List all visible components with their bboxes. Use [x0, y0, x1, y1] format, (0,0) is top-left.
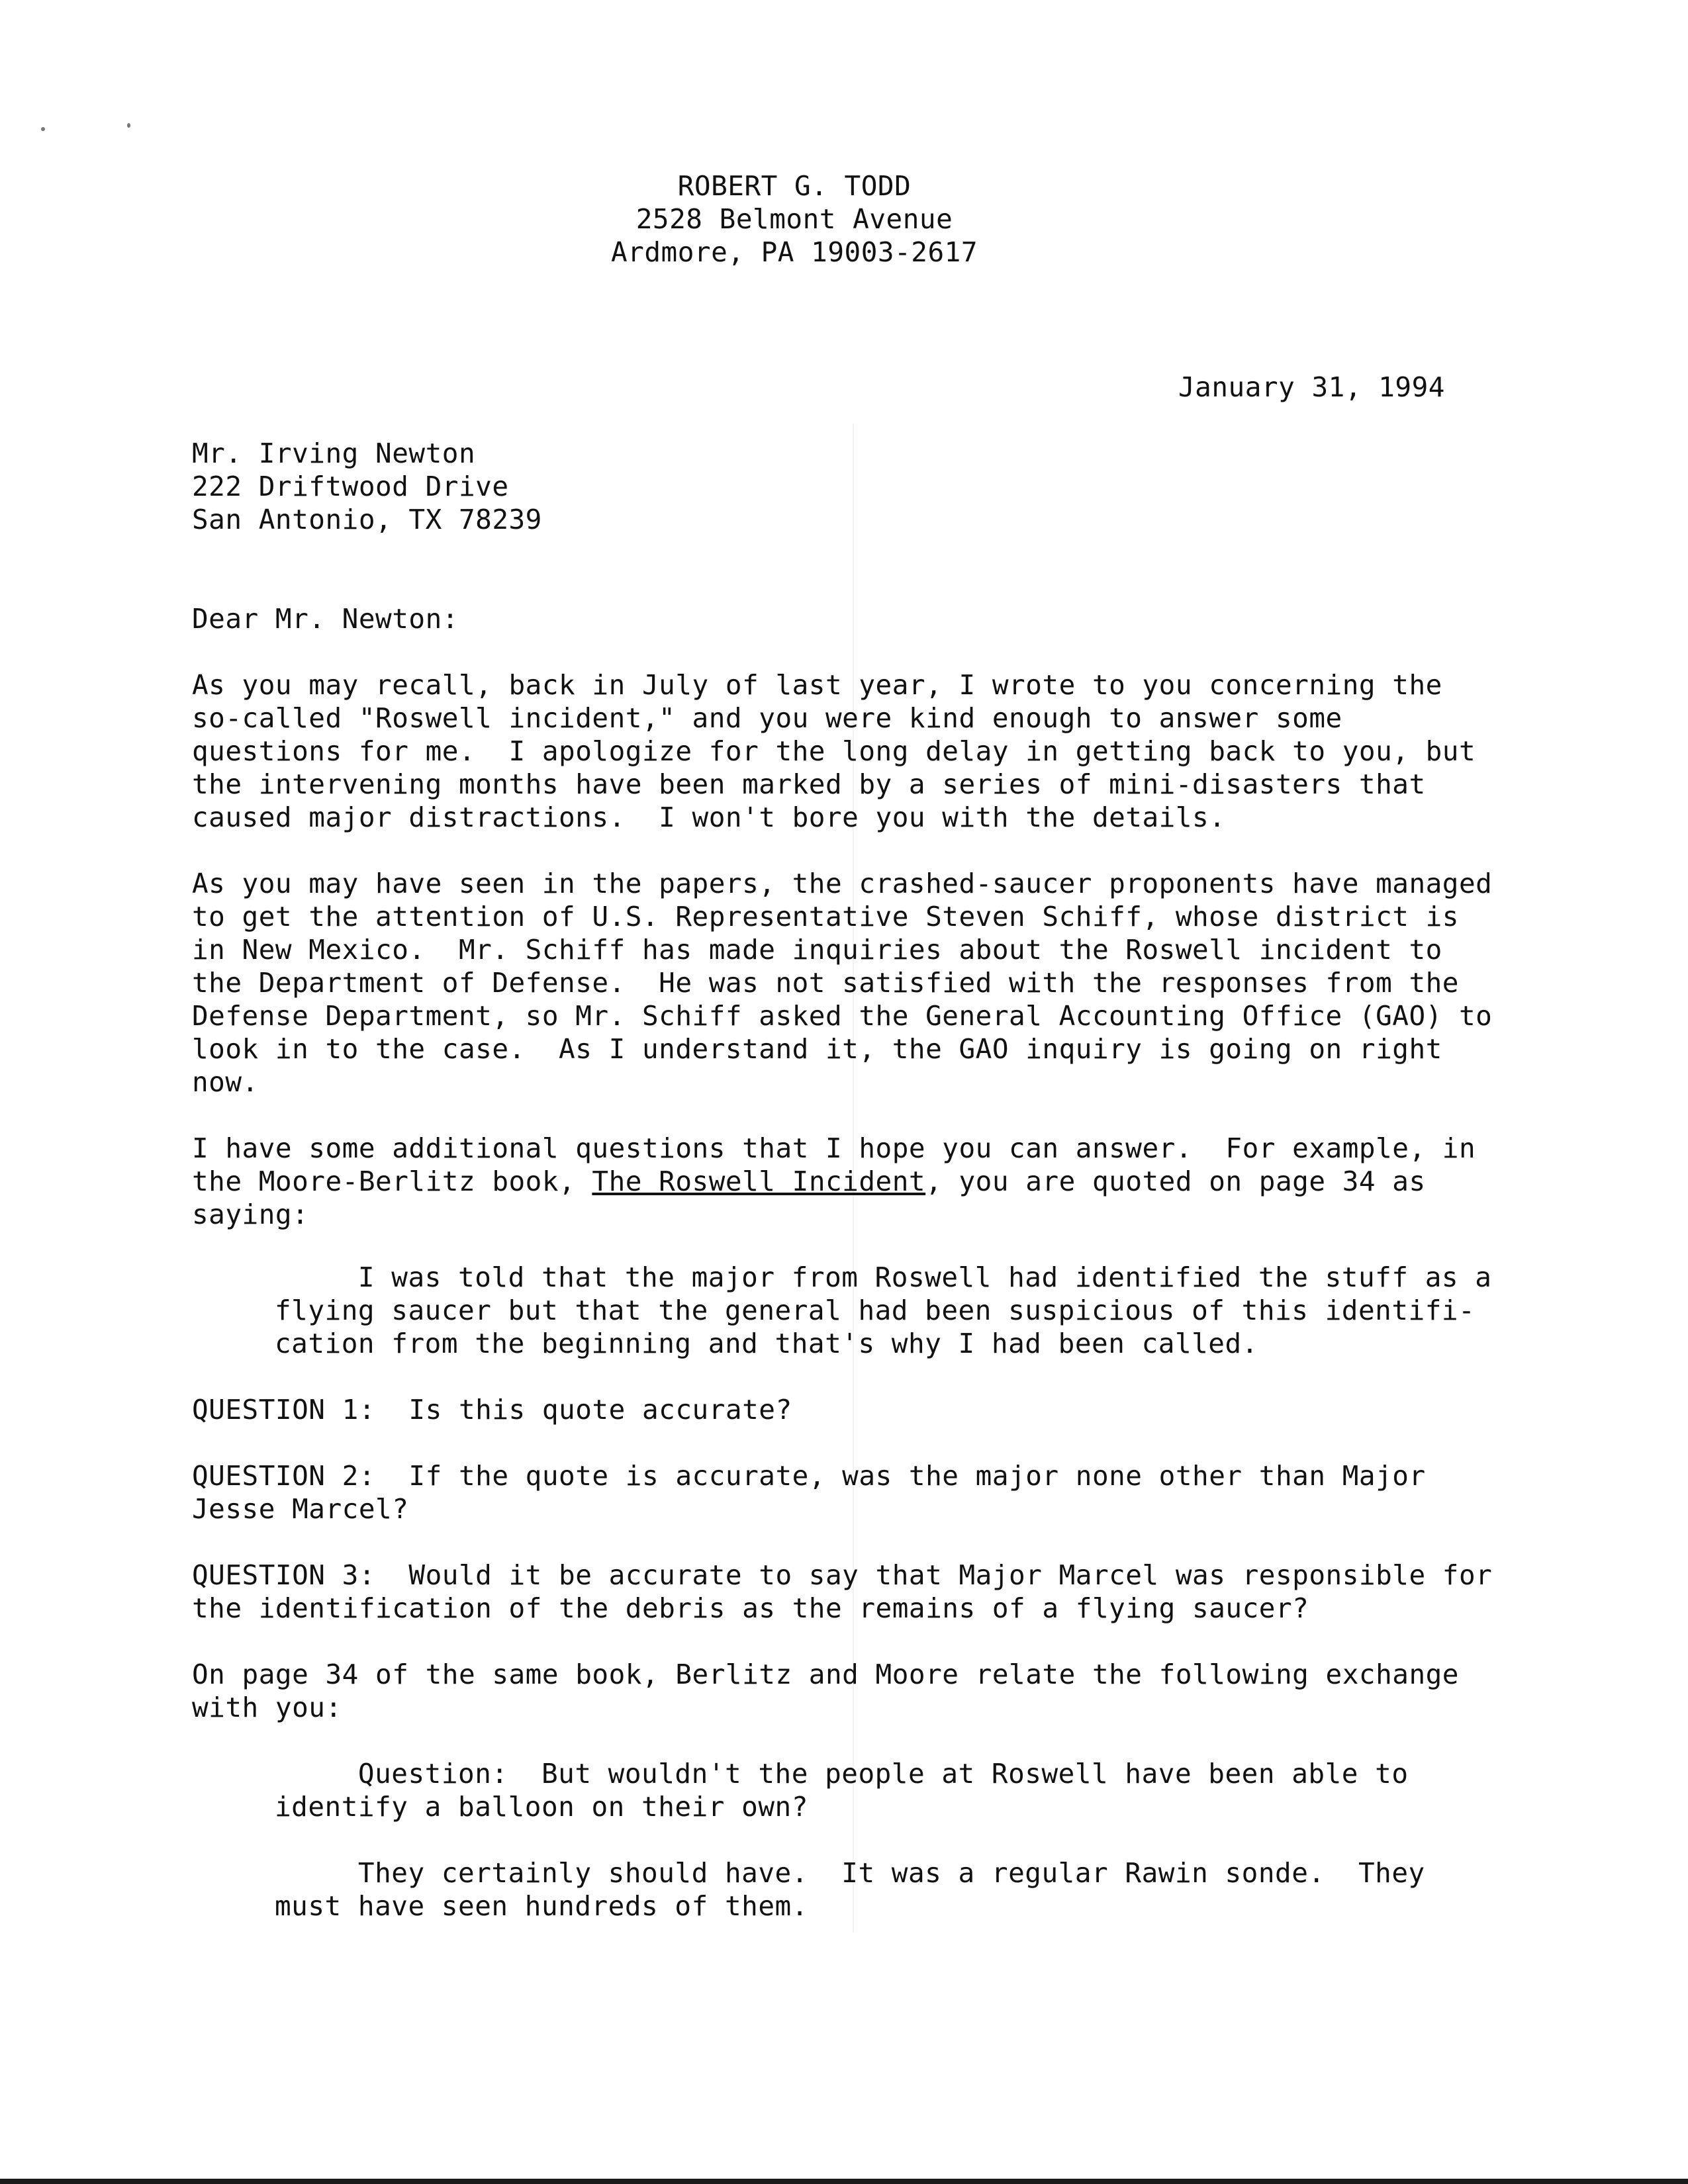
- quote-line: I was told that the major from Roswell had identified the stuff as a: [275, 1261, 1492, 1293]
- scan-speck: [127, 123, 130, 128]
- salutation: Dear Mr. Newton:: [192, 603, 459, 635]
- question-1: [192, 1393, 1503, 1426]
- scan-bottom-edge: [0, 2179, 1688, 2184]
- recipient-city: San Antonio, TX 78239: [192, 504, 542, 535]
- quote-line: flying saucer but that the general had been suspicious of this identifi-: [275, 1295, 1476, 1326]
- question-line: Jesse Marcel?: [192, 1493, 409, 1525]
- quote-line: cation from the beginning and that's why I had been called.: [275, 1328, 1258, 1359]
- paragraph-line: to get the attention of U.S. Representative Steven Schiff, whose district is: [192, 901, 1459, 933]
- sender-name: ROBERT G. TODD: [677, 170, 912, 202]
- paragraph-line: so-called "Roswell incident," and you were kind enough to answer some: [192, 702, 1342, 734]
- question-3: [192, 1559, 1503, 1625]
- sender-city: Ardmore, PA 19003-2617: [610, 236, 978, 268]
- paragraph-line: in New Mexico. Mr. Schiff has made inquiries about the Roswell incident to: [192, 934, 1442, 966]
- paragraph-line: I have some additional questions that I hope you can answer. For example, in: [192, 1132, 1476, 1164]
- paragraph-line: questions for me. I apologize for the long delay in getting back to you, but: [192, 735, 1476, 767]
- question-line: QUESTION 3: Would it be accurate to say that Major Marcel was responsible for: [192, 1559, 1493, 1591]
- quote-line: must have seen hundreds of them.: [275, 1890, 808, 1922]
- block-quote-3: [275, 1856, 1519, 1923]
- question-2: [192, 1459, 1503, 1525]
- paragraph-3: [192, 1132, 1503, 1231]
- quote-line: identify a balloon on their own?: [275, 1791, 808, 1823]
- question-line: QUESTION 1: Is this quote accurate?: [192, 1394, 792, 1426]
- paragraph-line: As you may recall, back in July of last year, I wrote to you concerning the: [192, 669, 1442, 701]
- block-quote-2: [275, 1757, 1519, 1823]
- book-title: The Roswell Incident: [592, 1165, 926, 1197]
- paragraph-1: [192, 668, 1503, 834]
- quote-line: They certainly should have. It was a regular Rawin sonde. They: [275, 1857, 1425, 1889]
- recipient-name: Mr. Irving Newton: [192, 437, 476, 469]
- paragraph-line: On page 34 of the same book, Berlitz and Moore relate the following exchange: [192, 1659, 1459, 1690]
- paragraph-2: [192, 867, 1503, 1099]
- paragraph-4: [192, 1658, 1503, 1724]
- question-line: QUESTION 2: If the quote is accurate, was the major none other than Major: [192, 1460, 1426, 1492]
- question-line: the identification of the debris as the remains of a flying saucer?: [192, 1592, 1309, 1624]
- paragraph-line: saying:: [192, 1199, 309, 1230]
- sender-street: 2528 Belmont Avenue: [635, 203, 953, 235]
- paragraph-text: , you are quoted on page 34 as: [925, 1165, 1426, 1197]
- paragraph-line: [192, 1165, 1503, 1198]
- scan-speck: [41, 127, 45, 131]
- letter-date: January 31, 1994: [1178, 371, 1445, 403]
- paragraph-line: with you:: [192, 1692, 342, 1723]
- paragraph-line: the intervening months have been marked by a series of mini-disasters that: [192, 768, 1426, 800]
- block-quote-1: [275, 1261, 1519, 1360]
- paragraph-line: caused major distractions. I won't bore you with the details.: [192, 801, 1226, 833]
- quote-line: Question: But wouldn't the people at Roswell have been able to: [275, 1758, 1409, 1790]
- paragraph-line: As you may have seen in the papers, the crashed-saucer proponents have managed: [192, 868, 1493, 899]
- paragraph-line: look in to the case. As I understand it, the GAO inquiry is going on right: [192, 1033, 1442, 1065]
- paragraph-line: now.: [192, 1066, 259, 1098]
- paragraph-text: the Moore-Berlitz book,: [192, 1165, 592, 1197]
- recipient-address: [192, 437, 542, 536]
- letterhead: [192, 169, 1397, 269]
- recipient-street: 222 Driftwood Drive: [192, 471, 509, 502]
- paragraph-line: the Department of Defense. He was not satisfied with the responses from the: [192, 967, 1459, 999]
- paragraph-line: Defense Department, so Mr. Schiff asked the General Accounting Office (GAO) to: [192, 1000, 1493, 1032]
